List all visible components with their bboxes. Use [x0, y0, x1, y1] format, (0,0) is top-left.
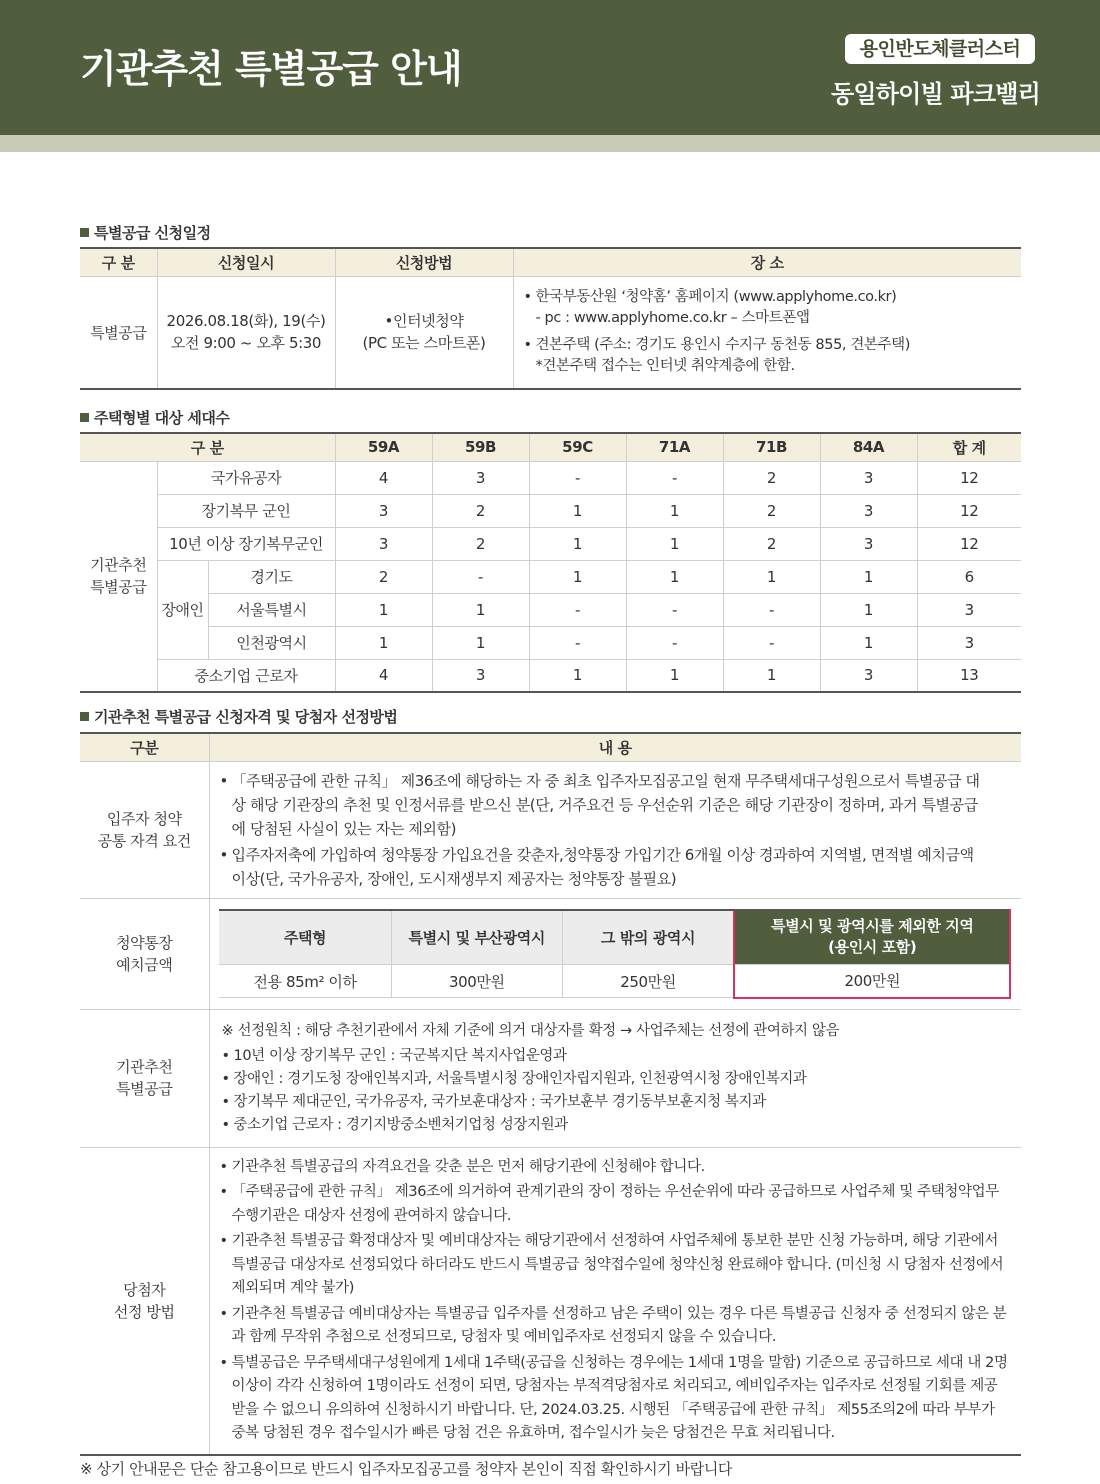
units-table	[80, 432, 1021, 693]
units-cell: 1	[529, 494, 626, 527]
units-header-71b: 71B	[723, 433, 820, 461]
units-cell: -	[432, 560, 529, 593]
units-row-label: 장기복무 군인	[157, 494, 335, 527]
units-row-label: 중소기업 근로자	[157, 659, 335, 692]
units-header-84a: 84A	[820, 433, 917, 461]
units-cell: 3	[917, 626, 1021, 659]
deposit-header-special-city: 특별시 및 부산광역시	[391, 910, 562, 965]
units-cell: 12	[917, 527, 1021, 560]
units-cell: 3	[820, 494, 917, 527]
square-bullet-icon	[80, 413, 89, 422]
schedule-place: • 한국부동산원 ‘청약홈’ 홈페이지 (www.applyhome.co.kr) - pc : www.applyhome.co.kr – 스마트폰앱 • 견본주택 (주소: 경기도 용인시 수지구 동천동 855, 견본주택) *견본주택 접수는 인터넷 취약계층에 한함.	[513, 276, 1021, 389]
units-cell: 3	[820, 659, 917, 692]
units-cell: 1	[529, 560, 626, 593]
deposit-cell-type: 전용 85m² 이하	[219, 965, 391, 998]
schedule-header-place: 장 소	[513, 248, 1021, 276]
units-cell: 2	[723, 494, 820, 527]
square-bullet-icon	[80, 228, 89, 237]
table-row	[80, 659, 1021, 692]
list-item: • 10년 이상 장기복무 군인 : 국군복지단 복지사업운영과	[222, 1045, 1012, 1068]
units-cell: 1	[723, 659, 820, 692]
units-cell: 1	[820, 560, 917, 593]
units-row-label: 10년 이상 장기복무군인	[157, 527, 335, 560]
units-header-71a: 71A	[626, 433, 723, 461]
units-cell: -	[529, 461, 626, 494]
list-item: • 기관추천 특별공급 확정대상자 및 예비대상자는 해당기관에서 선정하여 사업주체에 통보한 분만 신청 가능하며, 해당 기관에서 특별공급 대상자로 선정되었다 하더라도 반드시 특별공급 청약접수일에 청약신청 완료해야 합니다. (미신청 시 당첨자 선정에서 제외되며 계약 불가)	[220, 1230, 1010, 1301]
units-cell: 1	[432, 593, 529, 626]
common-content: • 「주택공급에 관한 규칙」 제36조에 해당하는 자 중 최초 입주자모집공고일 현재 무주택세대구성원으로서 특별공급 대상 해당 기관장의 추천 및 인정서류를 받으신 분(단, 거주요건 등 우선순위 기준은 해당 기관장이 정하며, 과거 특별공급에 당첨된 사실이 있는 자는 제외함) • 입주자저축에 가입하여 청약통장 가입요건을 갖춘자,청약통장 가입기간 6개월 이상 경과하여 지역별, 면적별 예치금액 이상(단, 국가유공자, 장애인, 도시재생부지 제공자는 청약통장 불필요)	[209, 761, 1021, 898]
table-row	[80, 560, 1021, 593]
deposit-label: 청약통장 예치금액	[80, 898, 209, 1009]
units-cell: -	[529, 593, 626, 626]
units-cell: 13	[917, 659, 1021, 692]
units-group-label: 기관추천 특별공급	[80, 461, 157, 692]
units-disabled-label: 장애인	[157, 560, 208, 659]
units-cell: 1	[335, 593, 432, 626]
units-cell: 1	[529, 659, 626, 692]
units-header-59a: 59A	[335, 433, 432, 461]
units-cell: 1	[723, 560, 820, 593]
list-item: • 기관추천 특별공급의 자격요건을 갖춘 분은 먼저 해당기관에 신청해야 합니다.	[220, 1156, 1010, 1180]
agency-label: 기관추천 특별공급	[80, 1009, 209, 1147]
units-cell: 3	[917, 593, 1021, 626]
schedule-table	[80, 247, 1021, 390]
square-bullet-icon	[80, 712, 89, 721]
table-row	[80, 527, 1021, 560]
units-cell: 2	[335, 560, 432, 593]
units-cell: 1	[626, 659, 723, 692]
units-cell: 12	[917, 461, 1021, 494]
units-cell: 1	[820, 626, 917, 659]
units-cell: 3	[335, 494, 432, 527]
units-cell: 3	[432, 659, 529, 692]
units-cell: 6	[917, 560, 1021, 593]
units-cell: 1	[626, 494, 723, 527]
table-row	[80, 461, 1021, 494]
section-title-schedule: 특별공급 신청일정	[80, 222, 211, 243]
units-cell: 2	[432, 527, 529, 560]
list-item: • 중소기업 근로자 : 경기지방중소벤처기업청 성장지원과	[222, 1114, 1012, 1137]
schedule-header-category: 구 분	[80, 248, 157, 276]
units-header-total: 합 계	[917, 433, 1021, 461]
list-item: • 「주택공급에 관한 규칙」 제36조에 의거하여 관계기관의 장이 정하는 우선순위에 따라 공급하므로 사업주체 및 주택청약업무수행기관은 대상자 선정에 관여하지 않습니다.	[220, 1181, 1010, 1228]
units-cell: -	[626, 593, 723, 626]
units-row-label: 국가유공자	[157, 461, 335, 494]
units-cell: -	[723, 593, 820, 626]
units-cell: 4	[335, 461, 432, 494]
units-header-59c: 59C	[529, 433, 626, 461]
units-cell: 4	[335, 659, 432, 692]
deposit-cell-other-metro: 250만원	[562, 965, 734, 998]
units-cell: -	[723, 626, 820, 659]
cluster-badge: 용인반도체클러스터	[845, 34, 1035, 64]
schedule-date: 2026.08.18(화), 19(수) 오전 9:00 ~ 오후 5:30	[157, 276, 335, 389]
units-header-59b: 59B	[432, 433, 529, 461]
units-cell: 3	[820, 527, 917, 560]
common-label: 입주자 청약 공통 자격 요건	[80, 761, 209, 898]
units-cell: 12	[917, 494, 1021, 527]
units-cell: 1	[626, 560, 723, 593]
units-header-category: 구 분	[80, 433, 335, 461]
deposit-cell-special-city: 300만원	[391, 965, 562, 998]
units-cell: -	[626, 626, 723, 659]
qualification-header-category: 구분	[80, 733, 209, 761]
units-cell: 2	[723, 527, 820, 560]
table-row	[80, 626, 1021, 659]
deposit-content	[209, 898, 1021, 1009]
deposit-header-other-metro: 그 밖의 광역시	[562, 910, 734, 965]
complex-name: 동일하이빌 파크밸리	[830, 80, 1040, 108]
list-item: • 장기복무 제대군인, 국가유공자, 국가보훈대상자 : 국가보훈부 경기동부보훈지청 복지과	[222, 1091, 1012, 1114]
section-title-qualification: 기관추천 특별공급 신청자격 및 당첨자 선정방법	[80, 706, 397, 727]
list-item: • 장애인 : 경기도청 장애인복지과, 서울특별시청 장애인자립지원과, 인천광역시청 장애인복지과	[222, 1068, 1012, 1091]
units-cell: 1	[626, 527, 723, 560]
agency-content	[209, 1009, 1021, 1147]
units-cell: 2	[723, 461, 820, 494]
list-item: • 기관추천 특별공급 예비대상자는 특별공급 입주자를 선정하고 남은 주택이 있는 경우 다른 특별공급 신청자 중 선정되지 않은 분과 함께 무작위 추첨으로 선정되므로, 당첨자 및 예비입주자로 선정되지 않을 수 있습니다.	[220, 1303, 1010, 1350]
deposit-header-other-region: 특별시 및 광역시를 제외한 지역 (용인시 포함)	[734, 910, 1010, 965]
qualification-header-content: 내 용	[209, 733, 1021, 761]
units-cell: -	[529, 626, 626, 659]
units-cell: 3	[432, 461, 529, 494]
list-item: • 특별공급은 무주택세대구성원에게 1세대 1주택(공급을 신청하는 경우에는 1세대 1명을 말함) 기준으로 공급하므로 세대 내 2명 이상이 각각 신청하여 1명이라도 선정이 되면, 당첨자는 부적격당첨자로 처리되고, 예비입주자는 입주자로 선정될 기회를 제공받을 수 없으니 유의하여 신청하시기 바랍니다. 단, 2024.03.25. 시행된 「주택공급에 관한 규칙」 제55조의2에 따라 부부가 중복 당첨된 경우 접수일시가 빠른 당첨 건은 유효하며, 접수일시가 늦은 당첨건은 무효 처리됩니다.	[220, 1352, 1010, 1446]
units-cell: 2	[432, 494, 529, 527]
schedule-category: 특별공급	[80, 276, 157, 389]
schedule-method: •인터넷청약 (PC 또는 스마트폰)	[335, 276, 513, 389]
selection-content	[209, 1147, 1021, 1455]
units-cell: 3	[335, 527, 432, 560]
units-cell: 1	[432, 626, 529, 659]
page-title: 기관추천 특별공급 안내	[80, 47, 462, 91]
deposit-header-type: 주택형	[219, 910, 391, 965]
deposit-cell-other-region: 200만원	[734, 965, 1010, 998]
units-cell: 1	[335, 626, 432, 659]
units-row-label: 인천광역시	[208, 626, 335, 659]
units-cell: -	[626, 461, 723, 494]
qualification-table	[80, 732, 1021, 1456]
schedule-header-date: 신청일시	[157, 248, 335, 276]
table-row	[80, 494, 1021, 527]
header-stripe	[0, 135, 1100, 152]
units-cell: 1	[529, 527, 626, 560]
schedule-header-method: 신청방법	[335, 248, 513, 276]
section-title-units: 주택형별 대상 세대수	[80, 407, 229, 428]
units-cell: 3	[820, 461, 917, 494]
units-row-label: 경기도	[208, 560, 335, 593]
units-row-label: 서울특별시	[208, 593, 335, 626]
units-cell: 1	[820, 593, 917, 626]
agency-note: ※ 선정원칙 : 해당 추천기관에서 자체 기준에 의거 대상자를 확정 → 사업주체는 선정에 관여하지 않음	[221, 1022, 840, 1039]
footer-note: ※ 상기 안내문은 단순 참고용이므로 반드시 입주자모집공고를 청약자 본인이 직접 확인하시기 바랍니다	[80, 1460, 733, 1478]
table-row	[80, 593, 1021, 626]
selection-label: 당첨자 선정 방법	[80, 1147, 209, 1455]
deposit-table	[219, 909, 1011, 999]
